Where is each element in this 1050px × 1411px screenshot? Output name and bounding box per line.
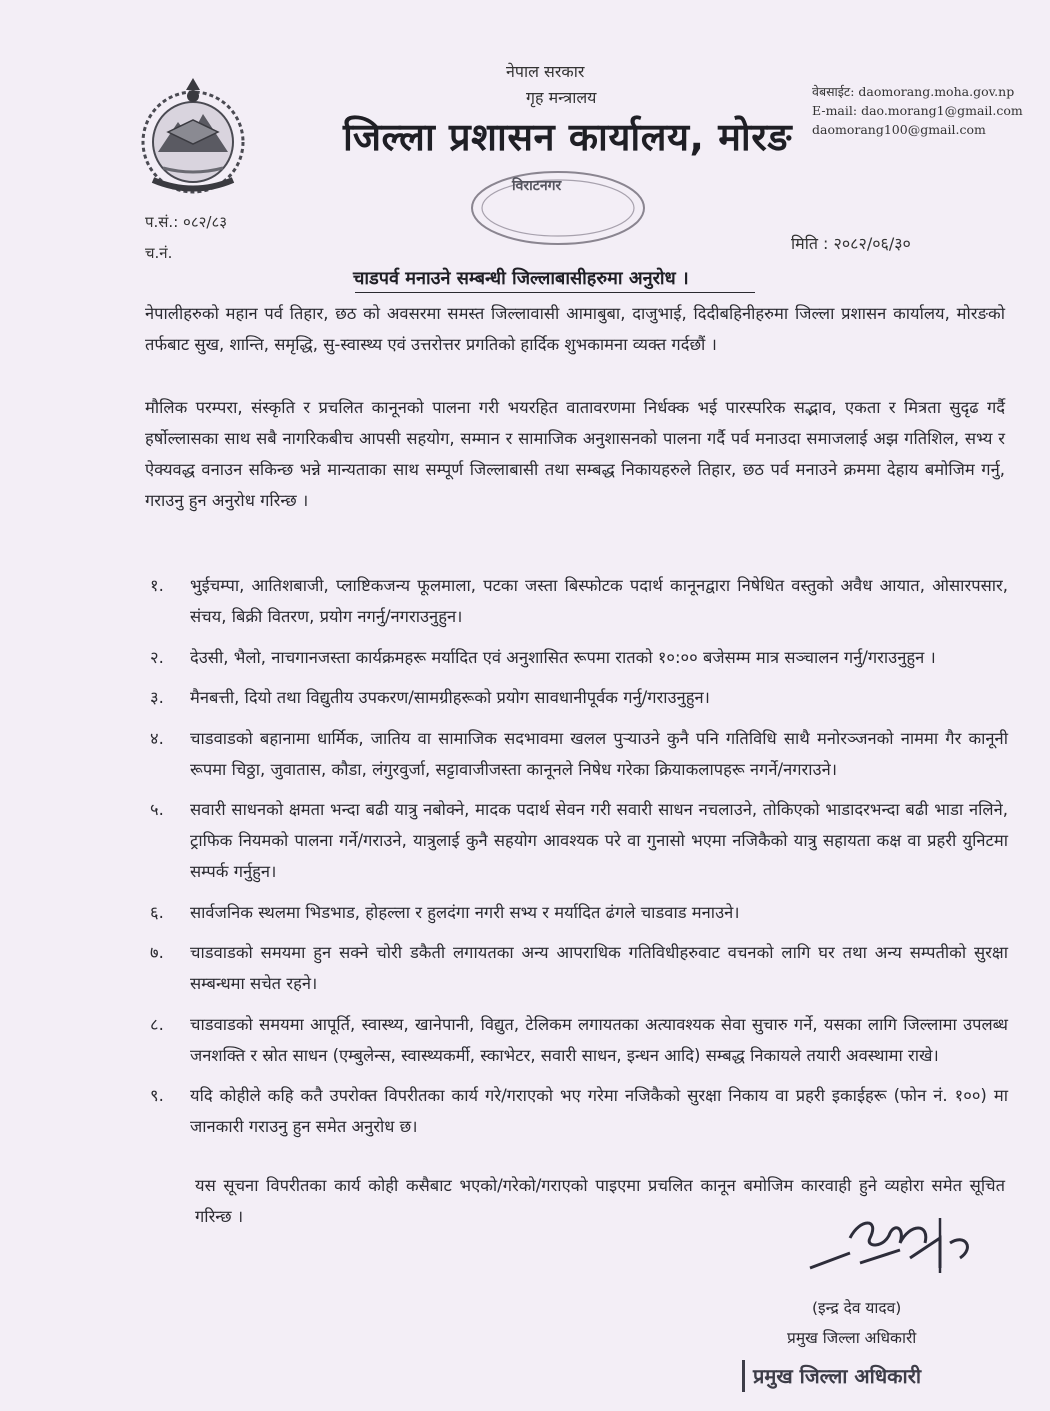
list-item xyxy=(150,723,1008,785)
website-text: वेबसाईट: daomorang.moha.gov.np xyxy=(812,84,1015,99)
item-text: चाडवाडको समयमा आपूर्ति, स्वास्थ्य, खानेपानी, विद्युत, टेलिकम लगायतका अत्यावश्यक सेवा सुचारु गर्ने, यसका लागि जिल्लामा उपलब्ध जनशक्ति र स्रोत साधन (एम्बुलेन्स, स्वास्थ्यकर्मी, स्काभेटर, सवारी साधन, इन्धन आदि) सम्बद्ध निकायले तयारी अवस्थामा राखे। xyxy=(190,1014,1008,1065)
item-number: ८. xyxy=(150,1014,164,1034)
item-text: चाडवाडको समयमा हुन सक्ने चोरी डकैती लगायतका अन्य आपराधिक गतिविधीहरुवाट वचनको लागि घर तथा अन्य सम्पतीको सुरक्षा सम्बन्धमा सचेत रहने। xyxy=(190,943,1008,993)
signatory-title: प्रमुख जिल्ला अधिकारी xyxy=(787,1329,917,1347)
list-item xyxy=(150,937,1008,999)
dispatch-number: च.नं. xyxy=(145,244,173,262)
instruction-list xyxy=(150,570,1008,1152)
stamp-text: विराटनगर xyxy=(512,178,562,194)
contact-block xyxy=(812,82,1023,139)
item-text: मैनबत्ती, दियो तथा विद्युतीय उपकरण/सामग्रीहरूको प्रयोग सावधानीपूर्वक गर्नु/गराउनुहुन। xyxy=(190,688,710,707)
email-primary: E-mail: dao.morang1@gmail.com xyxy=(812,103,1023,118)
item-number: ९. xyxy=(150,1086,164,1105)
letter-date: मिति : २०८२/०६/३० xyxy=(791,234,911,253)
request-paragraph: मौलिक परम्परा, संस्कृति र प्रचलित कानूनको पालना गरी भयरहित वातावरणमा निर्धक्क भई पारस्परिक सद्भाव, एकता र मित्रता सुदृढ गर्दै हर्षोल्लासका साथ सबै नागरिकबीच आपसी सहयोग, सम्मान र सामाजिक अनुशासनको पालना गर्दै पर्व मनाउदा समाजलाई अझ गतिशिल, सभ्य र ऐक्यवद्ध वनाउन सकिन्छ भन्ने मान्यताका साथ सम्पूर्ण जिल्लाबासी तथा सम्बद्ध निकायहरुले तिहार, छठ पर्व मनाउने क्रममा देहाय बमोजिम गर्नु, गराउनु हुन अनुरोध गरिन्छ । xyxy=(145,398,1005,510)
list-item xyxy=(150,1080,1008,1142)
item-number: १. xyxy=(150,576,164,595)
subject-heading: चाडपर्व मनाउने सम्बन्धी जिल्लाबासीहरुमा अनुरोध । xyxy=(353,268,689,289)
item-text: भुईचम्पा, आतिशबाजी, प्लाष्टिकजन्य फूलमाला, पटका जस्ता बिस्फोटक पदार्थ कानूनद्वारा निषेधित वस्तुको अवैध आयात, ओसारपसार, संचय, बिक्री वितरण, प्रयोग नगर्नु/नगराउनुहुन। xyxy=(190,576,1008,626)
item-number: ७. xyxy=(150,943,164,962)
list-item xyxy=(150,1009,1008,1071)
item-number: ६. xyxy=(150,902,164,922)
list-item xyxy=(150,682,1008,713)
item-number: २. xyxy=(150,647,164,667)
item-text: सार्वजनिक स्थलमा भिडभाड, होहल्ला र हुलदंगा नगरी सभ्य र मर्यादित ढंगले चाडवाड मनाउने। xyxy=(190,902,740,922)
item-text: चाडवाडको बहानामा धार्मिक, जातिय वा सामाजिक सदभावमा खलल पुर्‍याउने कुनै पनि गतिविधि साथै मनोरञ्जनको नाममा गैर कानूनी रूपमा चिठ्ठा, जुवातास, कौडा, लंगुरवुर्जा, सट्टावाजीजस्ता कानूनले निषेध गरेका क्रियाकलापहरू नगर्ने/नगराउने। xyxy=(190,728,1008,779)
signatory-name: (इन्द्र देव यादव) xyxy=(812,1299,902,1317)
list-item xyxy=(150,794,1008,887)
signatory-stamp: प्रमुख जिल्ला अधिकारी xyxy=(742,1360,931,1392)
office-title: जिल्ला प्रशासन कार्यालय, मोरङ xyxy=(343,115,793,159)
ministry-label: गृह मन्त्रालय xyxy=(526,88,597,107)
list-item xyxy=(150,570,1008,632)
item-number: ४. xyxy=(150,728,164,748)
greeting-paragraph: नेपालीहरुको महान पर्व तिहार, छठ को अवसरमा समस्त जिल्लावासी आमाबुबा, दाजुभाई, दिदीबहिनीहरुमा जिल्ला प्रशासन कार्यालय, मोरङको तर्फबाट सुख, शान्ति, समृद्धि, सु-स्वास्थ्य एवं उत्तरोत्तर प्रगतिको हार्दिक शुभकामना व्यक्त गर्दछौं । xyxy=(145,304,1005,354)
handwritten-signature-icon xyxy=(790,1198,990,1288)
subject-underline xyxy=(355,292,755,293)
nepal-emblem-icon xyxy=(128,72,258,202)
item-text: यदि कोहीले कहि कतै उपरोक्त विपरीतका कार्य गरे/गराएको भए गरेमा नजिकैको सुरक्षा निकाय वा प्रहरी इकाईहरू (फोन नं. १००) मा जानकारी गराउनु हुन समेत अनुरोध छ। xyxy=(190,1086,1008,1136)
list-item xyxy=(150,897,1008,928)
item-number: ५. xyxy=(150,800,164,819)
letter-number: प.सं.: ०८२/८३ xyxy=(145,213,228,231)
item-text: सवारी साधनको क्षमता भन्दा बढी यात्रु नबोक्ने, मादक पदार्थ सेवन गरी सवारी साधन नचलाउने, तोकिएको भाडादरभन्दा बढी भाडा नलिने, ट्राफिक नियमको पालना गर्ने/गराउने, यात्रुलाई कुनै सहयोग आवश्यक परे वा गुनासो भएमा नजिकैको यात्रु सहायता कक्ष वा प्रहरी युनिटमा सम्पर्क गर्नुहुन। xyxy=(190,800,1008,881)
item-text: देउसी, भैलो, नाचगानजस्ता कार्यक्रमहरू मर्यादित एवं अनुशासित रूपमा रातको १०:०० बजेसम्म मात्र सञ्चालन गर्नु/गराउनुहुन । xyxy=(190,647,936,667)
government-label: नेपाल सरकार xyxy=(506,62,585,81)
closing-paragraph: यस सूचना विपरीतका कार्य कोही कसैबाट भएको/गरेको/गराएको पाइएमा प्रचलित कानून बमोजिम कारवाही हुने व्यहोरा समेत सूचित गरिन्छ । xyxy=(195,1176,1005,1226)
item-number: ३. xyxy=(150,688,164,707)
list-item xyxy=(150,642,1008,673)
email-secondary: daomorang100@gmail.com xyxy=(812,122,986,137)
